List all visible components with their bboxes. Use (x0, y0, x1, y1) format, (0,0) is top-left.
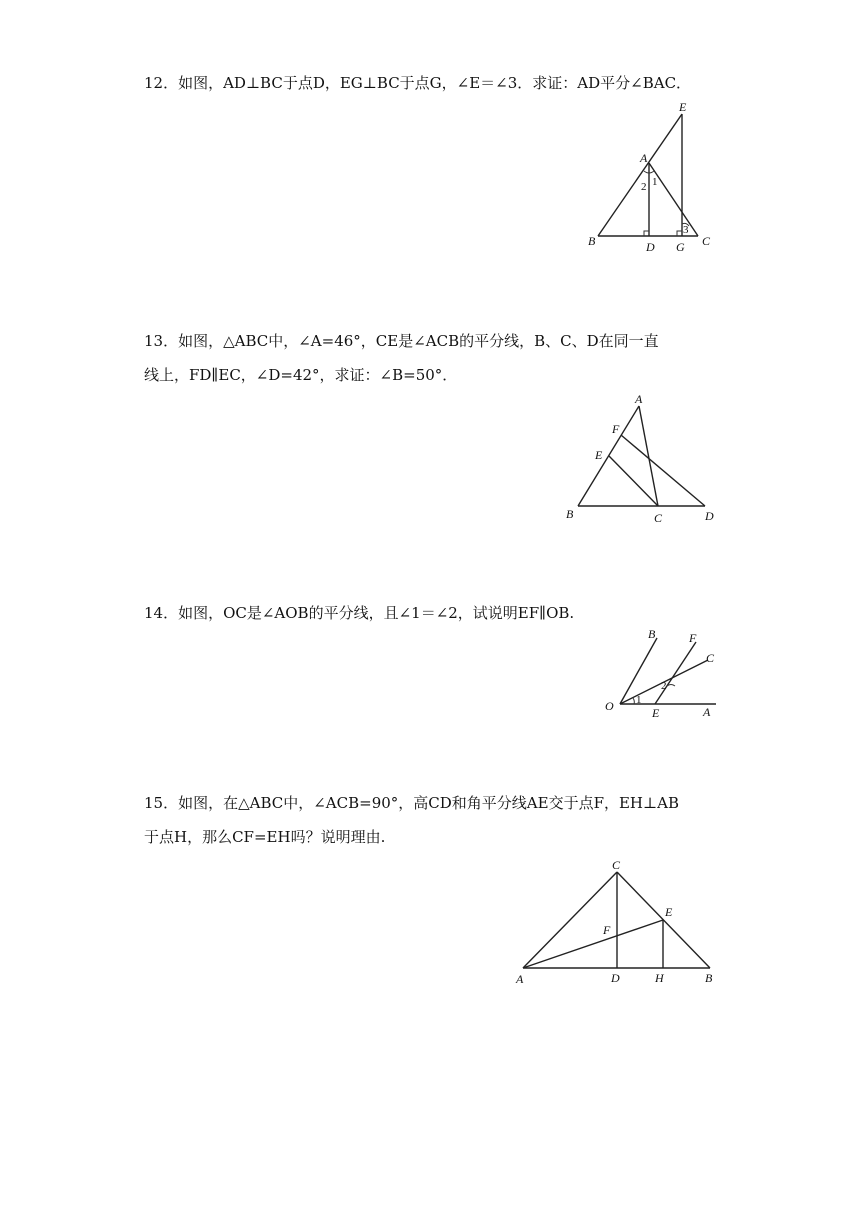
question-15-text-line-1: 15．如图，在△ABC中，∠ACB=90°，高CD和角平分线AE交于点F，EH⊥AB (144, 794, 679, 812)
segment-fd (621, 435, 705, 506)
figure-12 (585, 100, 720, 260)
segment-ec (609, 456, 658, 506)
figure-14 (600, 628, 725, 723)
question-13-text-line-1: 13．如图，△ABC中，∠A=46°，CE是∠ACB的平分线，B、C、D在同一直 (144, 332, 659, 350)
question-13 (144, 324, 724, 392)
point-label: D (611, 971, 620, 985)
point-label: F (603, 923, 611, 937)
point-label: F (612, 422, 620, 436)
angle-label: 2 (641, 181, 647, 193)
segment-ac (639, 406, 658, 506)
right-angle-g (677, 231, 682, 236)
segment-ae (523, 920, 663, 968)
right-angle-d (644, 231, 649, 236)
question-14-text: 14．如图，OC是∠AOB的平分线，且∠1＝∠2，试说明EF∥OB. (144, 604, 575, 622)
point-label: C (654, 511, 663, 525)
angle-label: 1 (636, 694, 642, 706)
point-label: C (702, 234, 711, 248)
point-label: B (566, 507, 574, 521)
question-13-text-line-2: 线上，FD∥EC，∠D=42°，求证：∠B=50°． (144, 366, 458, 384)
point-label: F (689, 631, 697, 645)
point-label: D (705, 509, 714, 523)
angle-label: 2 (661, 680, 667, 692)
segment-ef (655, 642, 696, 704)
point-label: D (646, 240, 655, 254)
point-label: O (605, 699, 614, 713)
angle-arc-1 (633, 698, 634, 704)
segment-ac (523, 872, 617, 968)
angle-label: 3 (683, 224, 689, 236)
figure-12-svg (585, 100, 720, 260)
figure-14-svg (600, 628, 725, 723)
segment-ba (578, 406, 639, 506)
segment-be (598, 114, 682, 236)
point-label: B (648, 627, 656, 641)
point-label: B (705, 971, 713, 985)
question-12-text: 12．如图，AD⊥BC于点D，EG⊥BC于点G，∠E＝∠3．求证：AD平分∠BAC． (144, 74, 692, 92)
point-label: E (665, 905, 673, 919)
point-label: A (640, 151, 648, 165)
point-label: E (679, 100, 687, 114)
point-label: A (635, 392, 643, 406)
segment-ac (649, 163, 698, 236)
question-15 (144, 786, 724, 854)
point-label: C (612, 858, 621, 872)
point-label: E (652, 706, 660, 720)
point-label: C (706, 651, 715, 665)
figure-13-svg (560, 392, 730, 527)
point-label: A (703, 705, 711, 719)
angle-label: 1 (652, 176, 658, 188)
question-12 (144, 66, 724, 100)
figure-15-svg (510, 852, 725, 992)
question-15-text-line-2: 于点H，那么CF=EH吗？说明理由. (144, 828, 386, 846)
point-label: B (588, 234, 596, 248)
point-label: A (516, 972, 524, 986)
question-14 (144, 596, 724, 630)
angle-arc-2 (667, 685, 675, 687)
point-label: H (655, 971, 664, 985)
point-label: E (595, 448, 603, 462)
figure-13 (560, 392, 730, 527)
point-label: G (676, 240, 685, 254)
figure-15 (510, 852, 725, 992)
